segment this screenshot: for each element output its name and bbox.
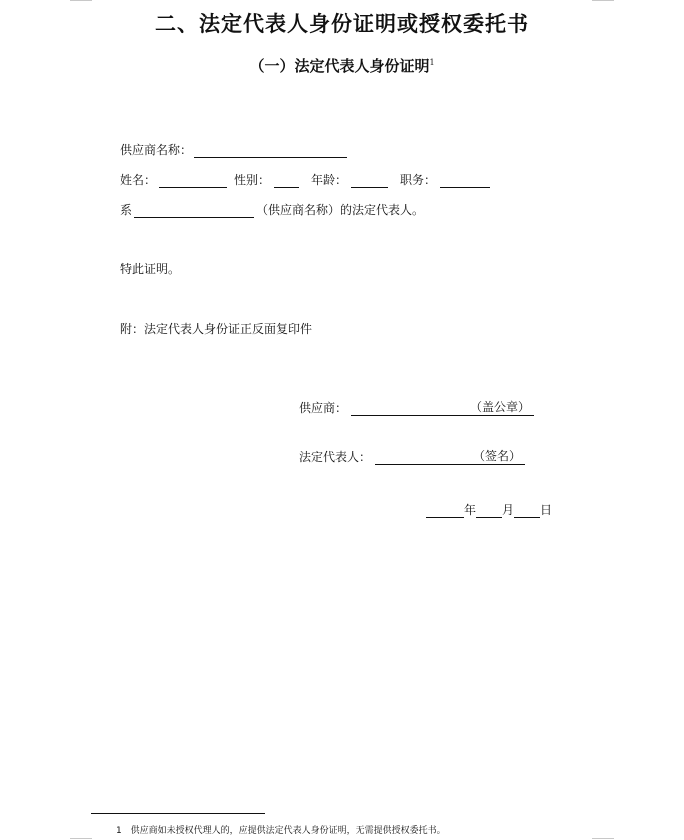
legal-rep-line xyxy=(120,200,424,218)
footnote-text: 供应商如未授权代理人的，应提供法定代表人身份证明，无需提供授权委托书。 xyxy=(130,826,446,836)
footnote-separator xyxy=(91,813,265,814)
gender-label: 性别： xyxy=(234,173,271,187)
supplier-seal-line xyxy=(299,398,534,416)
xi-label: 系 xyxy=(120,203,133,217)
age-blank[interactable] xyxy=(351,172,388,188)
document-title: 二、法定代表人身份证明或授权委托书 xyxy=(155,11,529,36)
section-subtitle xyxy=(0,55,684,76)
supplier-name-line xyxy=(120,140,347,158)
date-line xyxy=(426,500,552,518)
corner-mark-tl xyxy=(70,0,92,1)
day-blank[interactable] xyxy=(514,502,540,518)
seal-hint: （盖公章） xyxy=(470,400,531,414)
corner-mark-br xyxy=(592,838,614,839)
xi-suffix: （供应商名称）的法定代表人。 xyxy=(256,203,425,217)
footnote-number: 1 xyxy=(116,826,122,836)
personal-info-line xyxy=(120,170,490,188)
supplier-seal-field[interactable] xyxy=(351,398,534,416)
corner-mark-bl xyxy=(70,838,92,839)
sign-hint: （签名） xyxy=(473,449,522,463)
position-label: 职务： xyxy=(400,173,437,187)
year-label: 年 xyxy=(464,503,477,517)
rep-sign-field[interactable] xyxy=(375,447,525,465)
xi-blank[interactable] xyxy=(134,202,254,218)
name-label: 姓名： xyxy=(120,173,157,187)
subtitle-text: （一）法定代表人身份证明 xyxy=(249,57,430,75)
supplier-name-label: 供应商名称： xyxy=(120,143,193,157)
gender-blank[interactable] xyxy=(274,172,299,188)
year-blank[interactable] xyxy=(426,502,464,518)
name-blank[interactable] xyxy=(159,172,227,188)
footnote-ref: 1 xyxy=(429,58,435,67)
month-label: 月 xyxy=(502,503,515,517)
rep-sign-line xyxy=(299,447,525,465)
attachment-text: 附：法定代表人身份证正反面复印件 xyxy=(120,322,313,336)
age-label: 年龄： xyxy=(311,173,348,187)
certify-text: 特此证明。 xyxy=(120,262,181,276)
supplier-label: 供应商： xyxy=(299,401,348,415)
rep-label: 法定代表人： xyxy=(299,450,372,464)
corner-mark-tr xyxy=(592,0,614,1)
month-blank[interactable] xyxy=(476,502,502,518)
supplier-name-blank[interactable] xyxy=(194,142,347,158)
footnote xyxy=(116,823,446,836)
day-label: 日 xyxy=(540,503,553,517)
position-blank[interactable] xyxy=(440,172,490,188)
